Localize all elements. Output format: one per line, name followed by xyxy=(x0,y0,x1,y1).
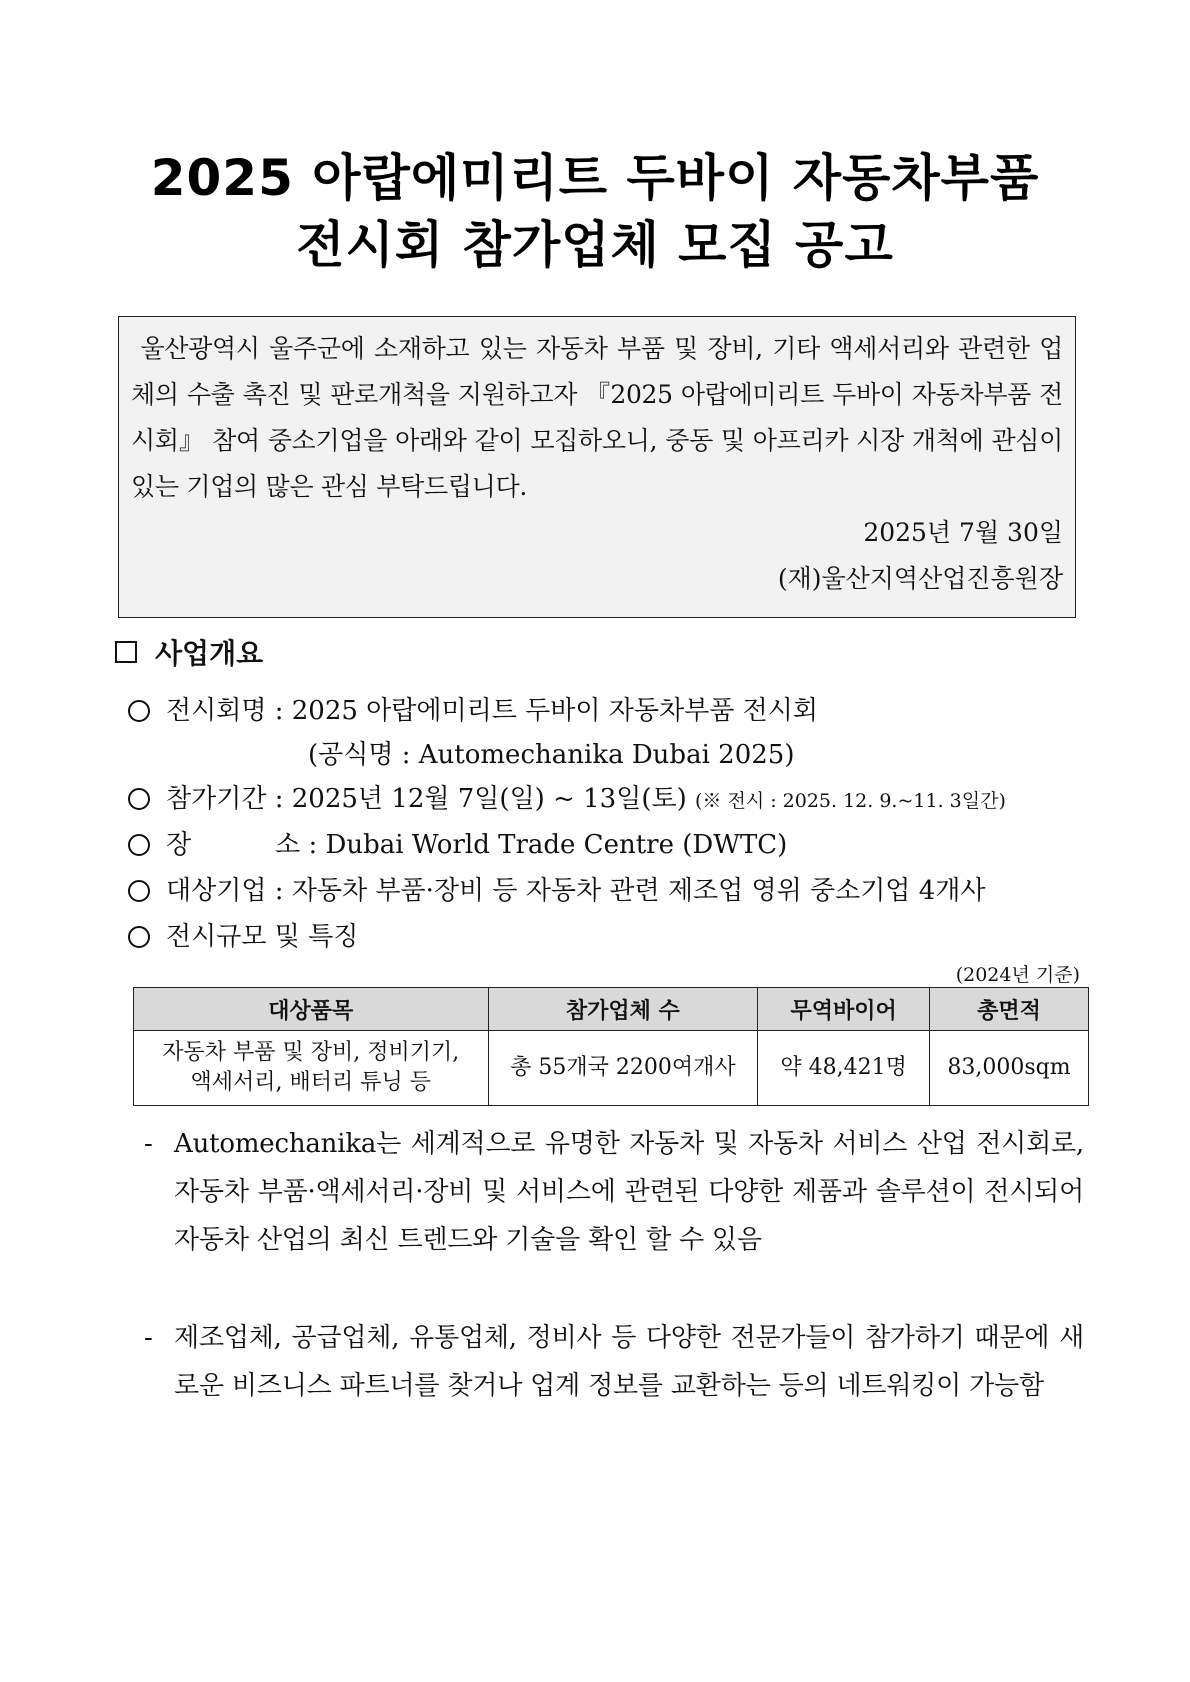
period-note: (※ 전시 : 2025. 12. 9.~11. 3일간) xyxy=(695,790,1006,812)
table-header-cell: 무역바이어 xyxy=(758,988,930,1031)
circle-bullet-icon xyxy=(128,700,150,722)
item-period xyxy=(128,778,1006,815)
dash-bullet-icon: - xyxy=(144,1323,153,1353)
circle-bullet-icon xyxy=(128,880,150,902)
table-header-cell: 참가업체 수 xyxy=(488,988,758,1031)
intro-organization: (재)울산지역산업진흥원장 xyxy=(777,564,1063,593)
table-cell-exhibitors: 총 55개국 2200여개사 xyxy=(488,1031,758,1106)
item-scale xyxy=(128,916,358,953)
section-title: 사업개요 xyxy=(155,637,264,670)
item-exhibition-name xyxy=(128,690,818,727)
exhibition-scale-table xyxy=(133,987,1089,1106)
feature-bullet-1 xyxy=(144,1120,1084,1264)
document-title-line2: 전시회 참가업체 모집 공고 xyxy=(296,216,894,274)
table-cell-buyers: 약 48,421명 xyxy=(758,1031,930,1106)
feature-bullet-2 xyxy=(144,1314,1084,1410)
table-basis-note: (2024년 기준) xyxy=(955,964,1080,986)
exhibition-official-name: (공식명 : Automechanika Dubai 2025) xyxy=(308,740,795,770)
place-label-a: 장 xyxy=(166,830,192,860)
intro-date: 2025년 7월 30일 xyxy=(863,518,1063,547)
exhibition-name-text: 전시회명 : 2025 아랍에미리트 두바이 자동차부품 전시회 xyxy=(166,696,818,726)
target-text: 대상기업 : 자동차 부품·장비 등 자동차 관련 제조업 영위 중소기업 4개사 xyxy=(166,876,986,906)
items-line1: 자동차 부품 및 장비, 정비기기, xyxy=(162,1040,460,1065)
place-text: 소 : Dubai World Trade Centre (DWTC) xyxy=(275,830,788,860)
table-header-cell: 대상품목 xyxy=(134,988,489,1031)
feature-text-2: 제조업체, 공급업체, 유통업체, 정비사 등 다양한 전문가들이 참가하기 때문에 새로운 비즈니스 파트너를 찾거나 업계 정보를 교환하는 등의 네트워킹이 가능함 xyxy=(174,1323,1084,1401)
table-cell-items xyxy=(134,1031,489,1106)
scale-text: 전시규모 및 특징 xyxy=(166,922,359,952)
item-target xyxy=(128,870,985,907)
feature-text-1: Automechanika는 세계적으로 유명한 자동차 및 자동차 서비스 산업 전시회로, 자동차 부품·액세서리·장비 및 서비스에 관련된 다양한 제품과 솔루션이 전시되어 자동차 산업의 최신 트렌드와 기술을 확인 할 수 있음 xyxy=(174,1129,1084,1255)
intro-box xyxy=(118,316,1076,618)
item-place xyxy=(128,824,787,861)
table-cell-area: 83,000sqm xyxy=(930,1031,1089,1106)
dash-bullet-icon: - xyxy=(144,1129,153,1159)
table-header-cell: 총면적 xyxy=(930,988,1089,1031)
intro-paragraph: 울산광역시 울주군에 소재하고 있는 자동차 부품 및 장비, 기타 액세서리와 관련한 업체의 수출 촉진 및 판로개척을 지원하고자 『2025 아랍에미리트 두바이 자동차부품 전시회』 참여 중소기업을 아래와 같이 모집하오니, 중동 및 아프리카 시장 개척에 관심이 있는 기업의 많은 관심 부탁드립니다. xyxy=(131,334,1063,501)
square-bullet-icon xyxy=(115,641,137,663)
items-line2: 액세서리, 배터리 튜닝 등 xyxy=(190,1070,431,1095)
intro-text xyxy=(131,326,1063,510)
table-row xyxy=(134,1031,1089,1106)
table-header-row xyxy=(134,988,1089,1031)
document-title-line1: 2025 아랍에미리트 두바이 자동차부품 xyxy=(150,149,1040,207)
circle-bullet-icon xyxy=(128,834,150,856)
period-text: 참가기간 : 2025년 12월 7일(일) ~ 13일(토) xyxy=(166,784,687,814)
circle-bullet-icon xyxy=(128,926,150,948)
section-heading xyxy=(115,632,263,672)
circle-bullet-icon xyxy=(128,788,150,810)
